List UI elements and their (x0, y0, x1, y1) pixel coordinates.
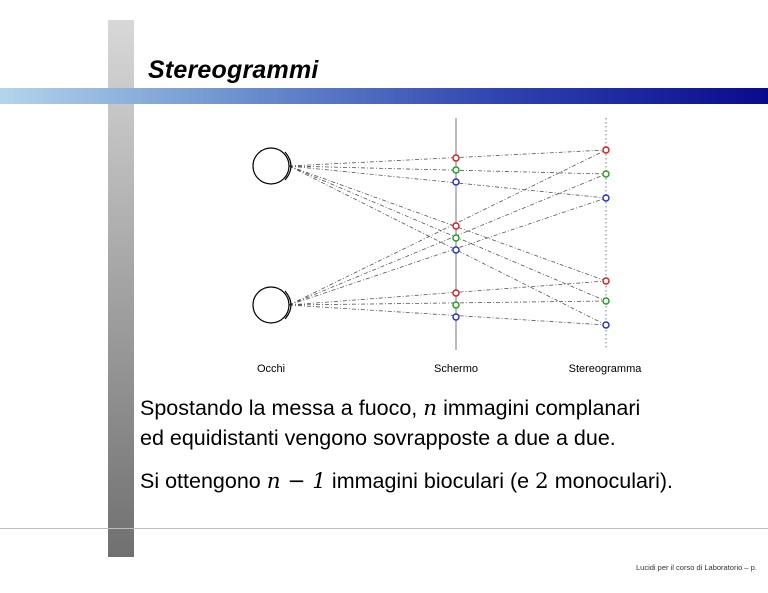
label-stereogram: Stereogramma (568, 363, 642, 375)
ray-line (289, 150, 606, 166)
bottom-rule (0, 528, 768, 529)
bottom-eye (253, 287, 289, 323)
stereogram-point-blue (603, 195, 609, 201)
ray-line (289, 150, 606, 305)
ray-line (289, 198, 606, 305)
top-eye (253, 148, 289, 184)
body-line-3 (140, 469, 673, 494)
body-line-3-text-b: immagini bioculari (e (325, 469, 536, 493)
ray-line (289, 281, 606, 305)
body-line-1 (140, 396, 640, 421)
stereogram-point-red (603, 278, 609, 284)
ray-line (289, 305, 606, 325)
ray-line (289, 166, 606, 174)
screen-point-red (453, 223, 459, 229)
label-screen: Schermo (433, 363, 479, 375)
ray-line (289, 166, 606, 281)
screen-point-blue (453, 179, 459, 185)
ray-line (289, 166, 606, 198)
body-line-3-text-c: monoculari). (548, 469, 673, 493)
slide-title: Stereogrammi (148, 56, 319, 84)
stereogram-point-green (603, 171, 609, 177)
screen-point-red (453, 290, 459, 296)
stereogram-point-blue (603, 322, 609, 328)
screen-point-blue (453, 314, 459, 320)
stereogram-point-green (603, 298, 609, 304)
screen-point-green (453, 235, 459, 241)
screen-point-red (453, 155, 459, 161)
label-eyes: Occhi (256, 363, 286, 375)
stereogram-point-red (603, 147, 609, 153)
math-2: 2 (535, 469, 549, 494)
point-markers (453, 147, 609, 328)
ray-lines (289, 150, 606, 325)
body-line-2: ed equidistanti vengono sovrapposte a due a due. (140, 426, 616, 450)
body-line-1-text-b: immagini complanari (437, 396, 641, 420)
body-line-1-text-a: Spostando la messa a fuoco, (140, 396, 424, 420)
math-n: n (423, 396, 438, 421)
screen-point-blue (453, 247, 459, 253)
math-n-minus-1: n − 1 (266, 469, 326, 494)
body-line-3-text-a: Si ottengono (140, 469, 267, 493)
ray-line (289, 174, 606, 305)
screen-point-green (453, 167, 459, 173)
footer-text: Lucidi per il corso di Laboratorio – p. (636, 563, 757, 572)
screen-point-green (453, 302, 459, 308)
ray-line (289, 166, 606, 301)
